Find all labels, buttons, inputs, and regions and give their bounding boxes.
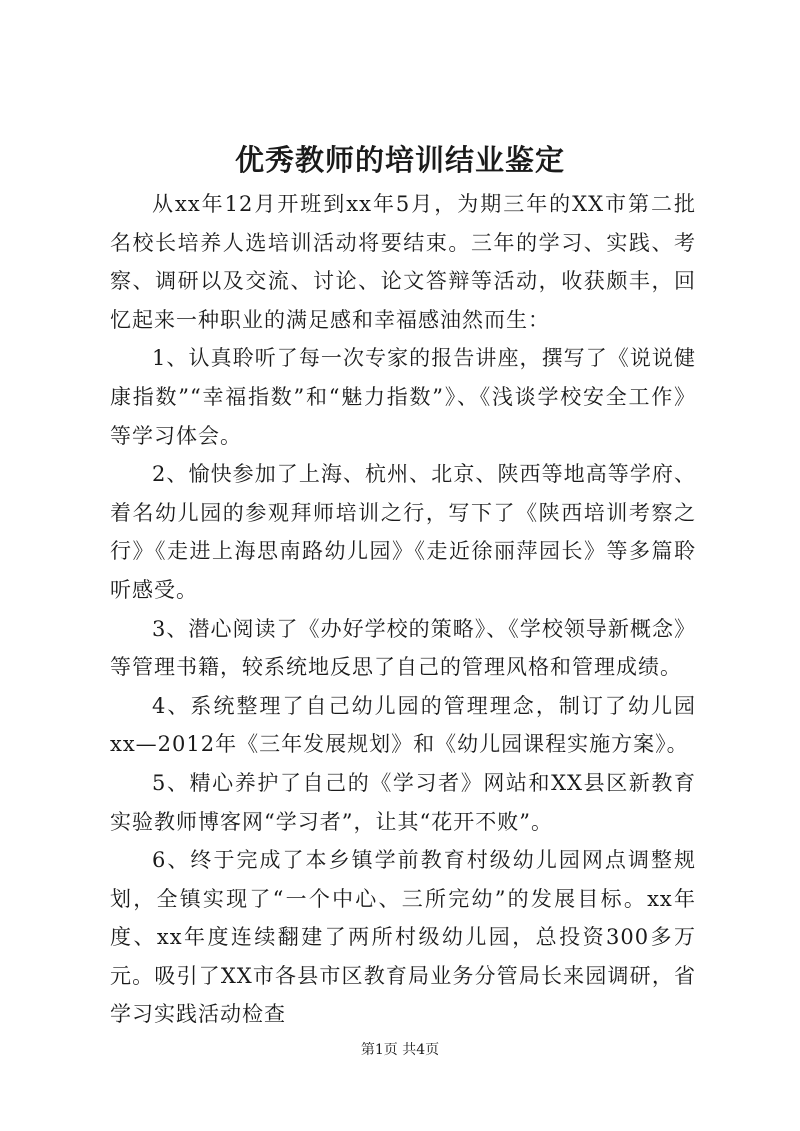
paragraph-item-4: 4、系统整理了自己幼儿园的管理理念，制订了幼儿园xx—2012年《三年发展规划》和《幼儿园课程实施方案》。 (110, 693, 696, 757)
document-body (110, 185, 696, 1034)
paragraph-item-1: 1、认真聆听了每一次专家的报告讲座，撰写了《说说健康指数”“幸福指数”和“魅力指数”》、《浅谈学校安全工作》等学习体会。 (110, 346, 696, 448)
paragraph-intro: 从xx年12月开班到xx年5月，为期三年的XX市第二批名校长培养人选培训活动将要结束。三年的学习、实践、考察、调研以及交流、讨论、论文答辩等活动，收获颇丰，回忆起来一种职业的满足感和幸福感油然而生： (110, 192, 696, 332)
paragraph-item-3: 3、潜心阅读了《办好学校的策略》、《学校领导新概念》等管理书籍，较系统地反思了自己的管理风格和管理成绩。 (110, 616, 696, 680)
document-title: 优秀教师的培训结业鉴定 (234, 143, 565, 177)
paragraph-item-5: 5、精心养护了自己的《学习者》网站和XX县区新教育实验教师博客网“学习者”，让其“花开不败”。 (110, 770, 696, 834)
paragraph-item-6: 6、终于完成了本乡镇学前教育村级幼儿园网点调整规划，全镇实现了“一个中心、三所完幼”的发展目标。xx年度、xx年度连续翻建了两所村级幼儿园，总投资300多万元。吸引了XX市各县市区教育局业务分管局长来园调研，省学习实践活动检查 (110, 848, 696, 1027)
page-number-footer: 第1页 共4页 (360, 1042, 440, 1058)
paragraph-item-2: 2、愉快参加了上海、杭州、北京、陕西等地高等学府、着名幼儿园的参观拜师培训之行，写下了《陕西培训考察之行》《走进上海思南路幼儿园》《走近徐丽萍园长》等多篇聆听感受。 (110, 462, 696, 602)
